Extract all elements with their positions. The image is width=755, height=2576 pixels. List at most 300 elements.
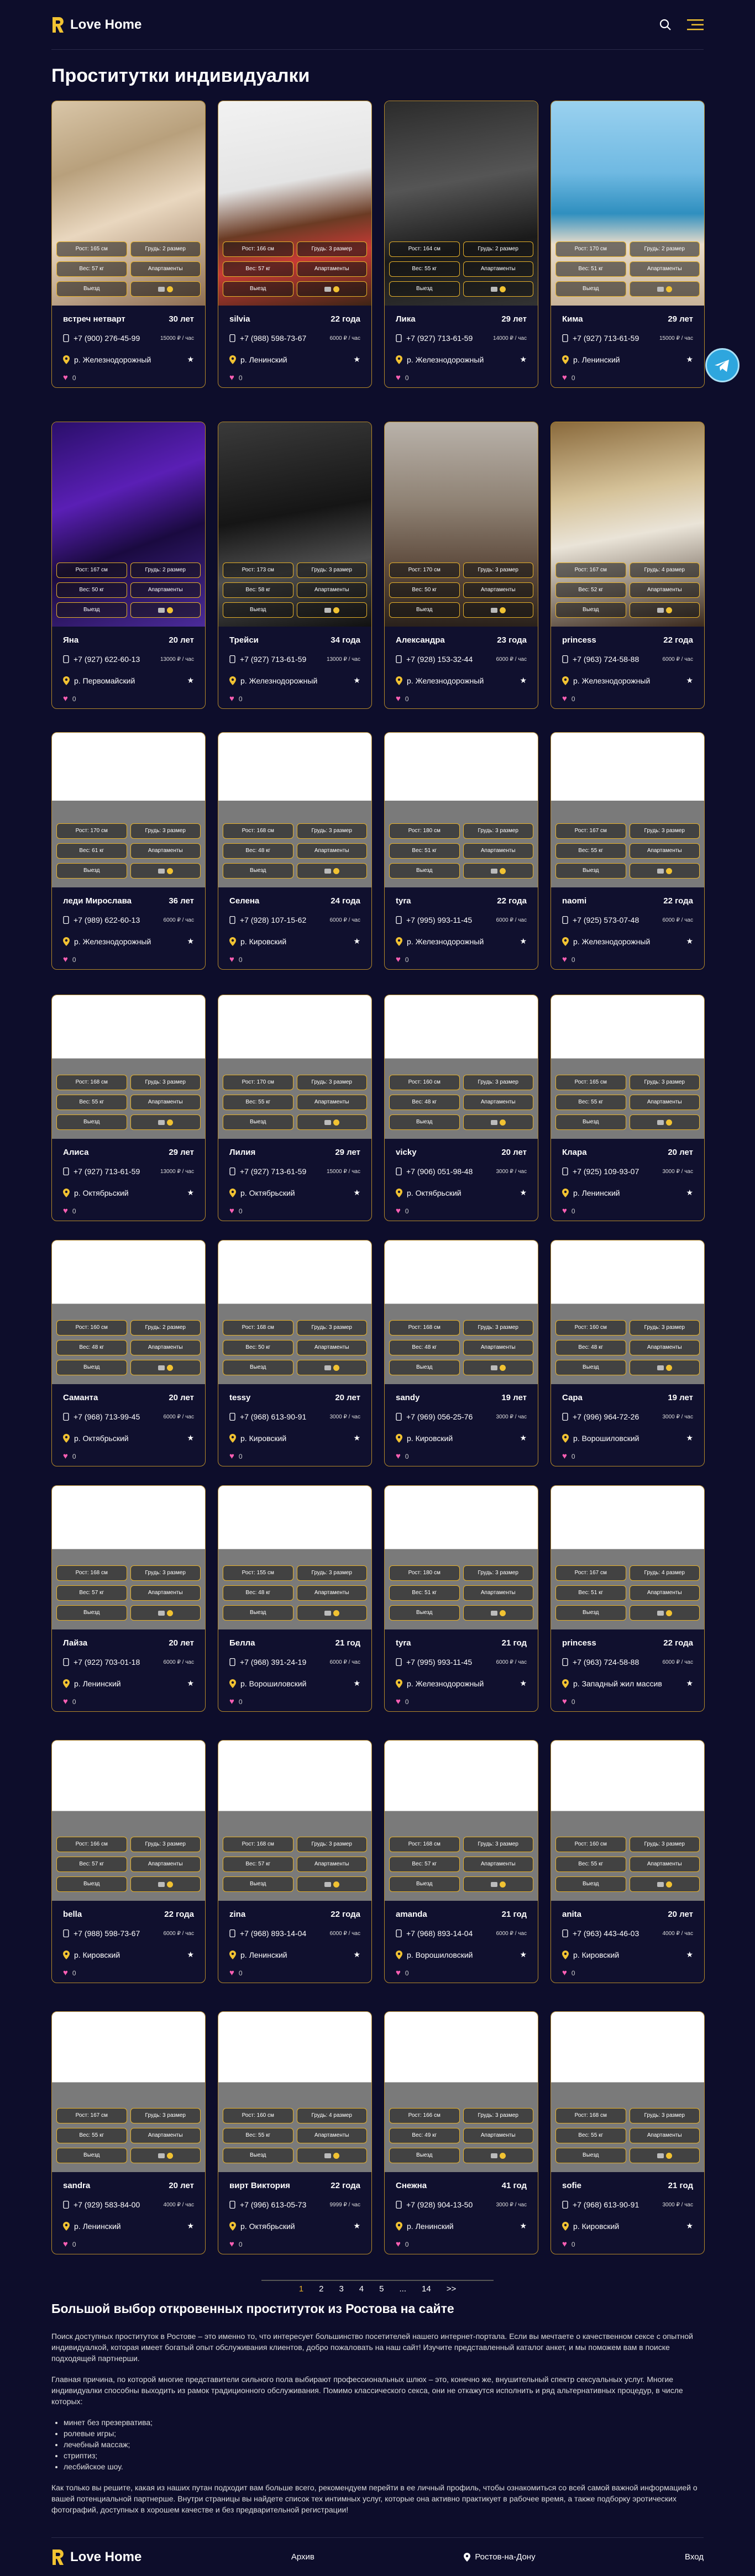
media-chip <box>130 2148 201 2163</box>
apartments-chip: Апартаменты <box>630 843 700 859</box>
profile-name[interactable]: zina <box>229 1910 246 1919</box>
profile-photo[interactable] <box>218 1486 371 1629</box>
heart-icon[interactable]: ♥ <box>562 1968 567 1978</box>
seo-paragraph: Как только вы решите, какая из наших путан подходит вам больше всего, рекомендуем перейти в ее личный профиль, чтобы ознакомиться со всей самой важной информацией о вашей потенциальной партнерше. Внутри страницы вы найдете список тех интимных услуг, которые она активно практикует в рабочее время, а также подборку эротических фотографий, доступных в хорошем качестве и без предварительной регистрации! <box>51 2483 698 2514</box>
profile-photo[interactable] <box>218 995 371 1139</box>
profile-name[interactable]: Белла <box>229 1638 255 1648</box>
profile-photo[interactable] <box>551 995 704 1139</box>
profile-card[interactable] <box>550 101 705 388</box>
weight-chip: Вес: 51 кг <box>555 1585 626 1601</box>
heart-icon[interactable]: ♥ <box>396 1697 401 1706</box>
heart-icon[interactable]: ♥ <box>396 1206 401 1216</box>
heart-icon[interactable]: ♥ <box>229 1452 234 1461</box>
profile-name[interactable]: tyra <box>396 1638 411 1648</box>
heart-icon[interactable]: ♥ <box>562 2239 567 2249</box>
apartments-chip: Апартаменты <box>297 1585 368 1601</box>
profile-card[interactable] <box>218 1740 372 1983</box>
heart-icon[interactable]: ♥ <box>396 955 401 964</box>
profile-card[interactable] <box>550 995 705 1221</box>
height-chip: Рост: 173 см <box>223 562 293 578</box>
star-icon[interactable]: ★ <box>187 1188 194 1197</box>
profile-name[interactable]: naomi <box>562 896 587 906</box>
media-chip <box>630 1876 700 1892</box>
star-icon[interactable]: ★ <box>353 676 360 685</box>
heart-icon[interactable]: ♥ <box>562 1452 567 1461</box>
star-icon[interactable]: ★ <box>686 355 693 364</box>
profile-card[interactable] <box>51 2011 206 2254</box>
profile-photo[interactable] <box>52 733 205 887</box>
heart-icon[interactable]: ♥ <box>562 694 567 703</box>
profile-age: 22 года <box>331 1910 360 1919</box>
profile-name[interactable]: sandy <box>396 1393 420 1402</box>
profile-phone[interactable]: +7 (963) 443-46-03 <box>573 1929 639 1938</box>
profile-name[interactable]: sofie <box>562 2181 582 2190</box>
bust-chip: Грудь: 3 размер <box>630 1320 700 1336</box>
profile-price: 13000 ₽ / час <box>160 656 194 663</box>
profile-photo[interactable] <box>385 1240 538 1384</box>
profile-name[interactable]: amanda <box>396 1910 427 1919</box>
profile-card[interactable] <box>218 422 372 709</box>
city-selector[interactable] <box>464 2552 535 2562</box>
heart-icon[interactable]: ♥ <box>63 2239 68 2249</box>
video-icon <box>491 608 497 613</box>
star-icon[interactable]: ★ <box>353 355 360 364</box>
verified-icon <box>333 1365 339 1371</box>
media-chip <box>463 1114 534 1130</box>
profile-name[interactable]: Снежна <box>396 2181 427 2190</box>
profile-photo[interactable] <box>218 1741 371 1901</box>
page-link[interactable]: >> <box>446 2284 457 2294</box>
profile-card[interactable] <box>384 1485 538 1712</box>
weight-chip: Вес: 50 кг <box>223 1340 293 1355</box>
profile-phone[interactable]: +7 (988) 598-73-67 <box>74 1929 140 1938</box>
profile-card[interactable] <box>51 995 206 1221</box>
profile-card[interactable] <box>384 2011 538 2254</box>
heart-icon[interactable]: ♥ <box>229 2239 234 2249</box>
verified-icon <box>500 2153 506 2159</box>
location-pin-icon <box>396 1434 402 1443</box>
profile-photo[interactable] <box>218 1240 371 1384</box>
logo-icon <box>51 16 65 34</box>
profile-name[interactable]: tyra <box>396 896 411 906</box>
star-icon[interactable]: ★ <box>520 676 527 685</box>
star-icon[interactable]: ★ <box>353 1188 360 1197</box>
media-chip <box>297 1114 368 1130</box>
location-pin-icon <box>396 1189 402 1197</box>
star-icon[interactable]: ★ <box>686 1188 693 1197</box>
profile-phone[interactable]: +7 (927) 713-61-59 <box>74 1167 140 1176</box>
profile-card[interactable] <box>550 1240 705 1466</box>
page-link[interactable]: 2 <box>319 2284 324 2294</box>
weight-chip: Вес: 52 кг <box>555 582 626 598</box>
profile-price: 3000 ₽ / час <box>662 1413 693 1420</box>
profile-photo[interactable] <box>385 995 538 1139</box>
video-icon <box>324 2153 331 2158</box>
weight-chip: Вес: 48 кг <box>56 1340 127 1355</box>
video-icon <box>657 1365 664 1370</box>
heart-icon[interactable]: ♥ <box>229 373 234 382</box>
outcall-chip: Выезд <box>223 1114 293 1130</box>
profile-name[interactable]: anita <box>562 1910 582 1919</box>
star-icon[interactable]: ★ <box>187 676 194 685</box>
profile-phone[interactable]: +7 (927) 713-61-59 <box>240 1167 307 1176</box>
height-chip: Рост: 166 см <box>56 1837 127 1852</box>
heart-icon[interactable]: ♥ <box>229 1968 234 1978</box>
profile-age: 20 лет <box>169 1638 194 1648</box>
outcall-chip: Выезд <box>389 281 460 297</box>
profile-photo[interactable] <box>385 733 538 887</box>
profile-phone[interactable]: +7 (989) 622-60-13 <box>74 916 140 924</box>
star-icon[interactable]: ★ <box>187 355 194 364</box>
likes-count: 0 <box>238 1697 243 1706</box>
star-icon[interactable]: ★ <box>520 1950 527 1959</box>
profile-photo[interactable] <box>218 422 371 627</box>
profile-phone[interactable]: +7 (906) 051-98-48 <box>406 1167 473 1176</box>
profile-phone[interactable]: +7 (900) 276-45-99 <box>74 334 140 343</box>
outcall-chip: Выезд <box>223 863 293 879</box>
profile-photo[interactable] <box>551 422 704 627</box>
profile-district: р. Ленинский <box>240 355 287 364</box>
profile-name[interactable]: Лика <box>396 314 416 324</box>
star-icon[interactable]: ★ <box>353 1433 360 1442</box>
page-link[interactable]: ... <box>399 2284 406 2294</box>
heart-icon[interactable]: ♥ <box>562 1206 567 1216</box>
page-link[interactable]: 1 <box>298 2284 304 2294</box>
profile-phone[interactable]: +7 (928) 107-15-62 <box>240 916 307 924</box>
profile-name[interactable]: Селена <box>229 896 260 906</box>
heart-icon[interactable]: ♥ <box>63 1697 68 1706</box>
profile-phone[interactable]: +7 (968) 613-90-91 <box>240 1412 307 1421</box>
star-icon[interactable]: ★ <box>686 937 693 945</box>
profile-name[interactable]: bella <box>63 1910 82 1919</box>
weight-chip: Вес: 55 кг <box>555 843 626 859</box>
profile-photo[interactable] <box>551 1486 704 1629</box>
profile-phone[interactable]: +7 (925) 109-93-07 <box>573 1167 639 1176</box>
heart-icon[interactable]: ♥ <box>63 955 68 964</box>
video-icon <box>324 1365 331 1370</box>
video-icon <box>491 1120 497 1125</box>
search-icon[interactable] <box>659 19 672 31</box>
star-icon[interactable]: ★ <box>187 937 194 945</box>
bust-chip: Грудь: 3 размер <box>463 823 534 839</box>
archive-link[interactable]: Архив <box>291 2552 314 2562</box>
profile-name[interactable]: princess <box>562 1638 596 1648</box>
profile-card[interactable] <box>384 422 538 709</box>
star-icon[interactable]: ★ <box>353 1950 360 1959</box>
video-icon <box>158 2153 165 2158</box>
video-icon <box>324 287 331 292</box>
profile-card[interactable] <box>218 995 372 1221</box>
profile-card[interactable] <box>384 732 538 970</box>
profile-photo[interactable] <box>551 101 704 306</box>
star-icon[interactable]: ★ <box>187 1950 194 1959</box>
profile-photo[interactable] <box>52 101 205 306</box>
heart-icon[interactable]: ♥ <box>63 1206 68 1216</box>
profile-price: 3000 ₽ / час <box>496 2201 527 2208</box>
heart-icon[interactable]: ♥ <box>396 373 401 382</box>
profile-card[interactable] <box>550 1740 705 1983</box>
login-link[interactable]: Вход <box>685 2552 704 2562</box>
profile-card[interactable] <box>218 101 372 388</box>
location-pin-icon <box>63 937 70 946</box>
apartments-chip: Апартаменты <box>297 2128 368 2143</box>
phone-icon <box>562 1413 568 1421</box>
profile-name[interactable]: леди Мирослава <box>63 896 132 906</box>
star-icon[interactable]: ★ <box>520 1433 527 1442</box>
profile-phone[interactable]: +7 (927) 713-61-59 <box>240 655 307 664</box>
apartments-chip: Апартаменты <box>130 1585 201 1601</box>
phone-icon <box>396 334 402 342</box>
star-icon[interactable]: ★ <box>187 2221 194 2230</box>
weight-chip: Вес: 50 кг <box>56 582 127 598</box>
profile-district: р. Железнодорожный <box>407 1679 484 1688</box>
profile-name[interactable]: встреч нетварт <box>63 314 125 324</box>
profile-card[interactable] <box>384 1740 538 1983</box>
profile-name[interactable]: Саманта <box>63 1393 98 1402</box>
heart-icon[interactable]: ♥ <box>229 1206 234 1216</box>
profile-photo[interactable] <box>385 1741 538 1901</box>
profile-photo[interactable] <box>218 101 371 306</box>
weight-chip: Вес: 50 кг <box>389 582 460 598</box>
apartments-chip: Апартаменты <box>463 1857 534 1872</box>
heart-icon[interactable]: ♥ <box>562 955 567 964</box>
profile-phone[interactable]: +7 (922) 703-01-18 <box>74 1658 140 1666</box>
profile-district: р. Октябрьский <box>74 1433 129 1443</box>
likes-count: 0 <box>405 1969 409 1977</box>
star-icon[interactable]: ★ <box>353 2221 360 2230</box>
profile-price: 3000 ₽ / час <box>496 1168 527 1175</box>
profile-card[interactable] <box>218 1485 372 1712</box>
profile-card[interactable] <box>51 1485 206 1712</box>
profile-district: р. Западный жил массив <box>573 1679 662 1688</box>
profile-price: 3000 ₽ / час <box>329 1413 360 1420</box>
profile-card[interactable] <box>51 422 206 709</box>
star-icon[interactable]: ★ <box>520 937 527 945</box>
heart-icon[interactable]: ♥ <box>63 1968 68 1978</box>
profile-price: 3000 ₽ / час <box>496 1413 527 1420</box>
profile-card[interactable] <box>550 422 705 709</box>
heart-icon[interactable]: ♥ <box>63 694 68 703</box>
profile-phone[interactable]: +7 (968) 713-99-45 <box>74 1412 140 1421</box>
profile-district: р. Кировский <box>573 2221 620 2231</box>
media-chip <box>630 2148 700 2163</box>
location-pin-icon <box>63 2222 70 2231</box>
heart-icon[interactable]: ♥ <box>396 2239 401 2249</box>
profile-photo[interactable] <box>551 733 704 887</box>
profile-name[interactable]: вирт Виктория <box>229 2181 290 2190</box>
profile-name[interactable]: Алиса <box>63 1148 89 1157</box>
star-icon[interactable]: ★ <box>520 2221 527 2230</box>
location-pin-icon <box>562 937 569 946</box>
verified-icon <box>167 286 173 292</box>
footer-logo[interactable] <box>51 2548 141 2566</box>
profile-photo[interactable] <box>218 733 371 887</box>
profile-name[interactable]: silvia <box>229 314 250 324</box>
video-icon <box>657 287 664 292</box>
profile-district: р. Кировский <box>240 937 287 946</box>
list-item: • ролевые игры; <box>64 2428 704 2439</box>
profile-photo[interactable] <box>218 2012 371 2172</box>
verified-icon <box>500 607 506 613</box>
video-icon <box>491 1882 497 1887</box>
page-link[interactable]: 3 <box>339 2284 344 2294</box>
profile-age: 22 года <box>663 1638 693 1648</box>
heart-icon[interactable]: ♥ <box>229 694 234 703</box>
profile-name[interactable]: vicky <box>396 1148 417 1157</box>
profile-photo[interactable] <box>385 101 538 306</box>
location-pin-icon <box>63 1951 70 1959</box>
profile-phone[interactable]: +7 (995) 993-11-45 <box>406 1658 473 1666</box>
profile-card[interactable] <box>218 2011 372 2254</box>
profile-phone[interactable]: +7 (928) 904-13-50 <box>406 2200 473 2209</box>
outcall-chip: Выезд <box>223 1360 293 1375</box>
telegram-icon[interactable] <box>705 348 740 382</box>
profile-photo[interactable] <box>52 422 205 627</box>
media-chip <box>630 1605 700 1621</box>
profile-photo[interactable] <box>385 422 538 627</box>
profile-phone[interactable]: +7 (963) 724-58-88 <box>573 655 639 664</box>
profile-card[interactable] <box>550 732 705 970</box>
heart-icon[interactable]: ♥ <box>63 1452 68 1461</box>
profile-name[interactable]: Сара <box>562 1393 583 1402</box>
star-icon[interactable]: ★ <box>520 1679 527 1687</box>
star-icon[interactable]: ★ <box>520 355 527 364</box>
apartments-chip: Апартаменты <box>297 582 368 598</box>
height-chip: Рост: 168 см <box>389 1837 460 1852</box>
heart-icon[interactable]: ♥ <box>396 1968 401 1978</box>
likes-count: 0 <box>571 955 575 964</box>
profile-district: р. Железнодорожный <box>573 937 651 946</box>
page-link[interactable]: 4 <box>359 2284 364 2294</box>
heart-icon[interactable]: ♥ <box>396 1452 401 1461</box>
profile-card[interactable] <box>51 1240 206 1466</box>
profile-name[interactable]: princess <box>562 635 596 645</box>
profile-name[interactable]: tessy <box>229 1393 251 1402</box>
menu-icon[interactable] <box>687 19 704 31</box>
video-icon <box>657 1882 664 1887</box>
profile-phone[interactable]: +7 (968) 613-90-91 <box>573 2200 639 2209</box>
profile-phone[interactable]: +7 (968) 893-14-04 <box>406 1929 473 1938</box>
phone-icon <box>562 1930 568 1937</box>
phone-icon <box>229 2201 235 2209</box>
profile-phone[interactable]: +7 (927) 713-61-59 <box>573 334 639 343</box>
profile-phone[interactable]: +7 (988) 598-73-67 <box>240 334 307 343</box>
phone-icon <box>229 334 235 342</box>
media-chip <box>297 1876 368 1892</box>
height-chip: Рост: 168 см <box>56 1075 127 1090</box>
heart-icon[interactable]: ♥ <box>63 373 68 382</box>
profile-card[interactable] <box>51 101 206 388</box>
heart-icon[interactable]: ♥ <box>396 694 401 703</box>
heart-icon[interactable]: ♥ <box>562 1697 567 1706</box>
profile-name[interactable]: Лилия <box>229 1148 256 1157</box>
profile-phone[interactable]: +7 (968) 391-24-19 <box>240 1658 307 1666</box>
apartments-chip: Апартаменты <box>463 1585 534 1601</box>
profile-phone[interactable]: +7 (963) 724-58-88 <box>573 1658 639 1666</box>
profile-phone[interactable]: +7 (996) 613-05-73 <box>240 2200 307 2209</box>
profile-phone[interactable]: +7 (928) 153-32-44 <box>406 655 473 664</box>
page-link[interactable]: 14 <box>422 2284 431 2294</box>
profile-photo[interactable] <box>551 1240 704 1384</box>
profile-name[interactable]: Кима <box>562 314 583 324</box>
profile-phone[interactable]: +7 (996) 964-72-26 <box>573 1412 639 1421</box>
profile-photo[interactable] <box>52 1486 205 1629</box>
profile-card[interactable] <box>384 1240 538 1466</box>
profile-phone[interactable]: +7 (995) 993-11-45 <box>406 916 473 924</box>
profile-phone[interactable]: +7 (927) 622-60-13 <box>74 655 140 664</box>
profile-name[interactable]: Лайза <box>63 1638 88 1648</box>
logo[interactable] <box>51 16 141 34</box>
profile-photo[interactable] <box>52 1741 205 1901</box>
profile-card[interactable] <box>218 1240 372 1466</box>
profile-phone[interactable]: +7 (925) 573-07-48 <box>573 916 639 924</box>
profile-card[interactable] <box>51 732 206 970</box>
profile-phone[interactable]: +7 (969) 056-25-76 <box>406 1412 473 1421</box>
profile-phone[interactable]: +7 (968) 893-14-04 <box>240 1929 307 1938</box>
profile-price: 6000 ₽ / час <box>163 917 194 923</box>
location-pin-icon <box>396 937 402 946</box>
star-icon[interactable]: ★ <box>187 1433 194 1442</box>
outcall-chip: Выезд <box>389 2148 460 2163</box>
profile-name[interactable]: Клара <box>562 1148 587 1157</box>
verified-icon <box>500 1365 506 1371</box>
profile-photo[interactable] <box>385 1486 538 1629</box>
page-link[interactable]: 5 <box>379 2284 384 2294</box>
star-icon[interactable]: ★ <box>686 1950 693 1959</box>
star-icon[interactable]: ★ <box>187 1679 194 1687</box>
heart-icon[interactable]: ♥ <box>562 373 567 382</box>
profile-price: 15000 ₽ / час <box>659 335 693 341</box>
phone-icon <box>562 334 568 342</box>
profile-name[interactable]: Трейси <box>229 635 259 645</box>
profile-photo[interactable] <box>52 2012 205 2172</box>
profile-age: 29 лет <box>501 314 527 324</box>
profile-phone[interactable]: +7 (929) 583-84-00 <box>74 2200 140 2209</box>
profile-card[interactable] <box>550 1485 705 1712</box>
heart-icon[interactable]: ♥ <box>229 955 234 964</box>
star-icon[interactable]: ★ <box>353 937 360 945</box>
profile-district: р. Ленинский <box>573 1188 620 1197</box>
profile-name[interactable]: sandra <box>63 2181 91 2190</box>
star-icon[interactable]: ★ <box>686 1433 693 1442</box>
profile-photo[interactable] <box>551 1741 704 1901</box>
apartments-chip: Апартаменты <box>630 1857 700 1872</box>
outcall-chip: Выезд <box>56 1876 127 1892</box>
video-icon <box>158 1882 165 1887</box>
video-icon <box>324 1611 331 1616</box>
profile-card[interactable] <box>51 1740 206 1983</box>
star-icon[interactable]: ★ <box>686 2221 693 2230</box>
profile-name[interactable]: Александра <box>396 635 445 645</box>
profile-name[interactable]: Яна <box>63 635 79 645</box>
profile-card[interactable] <box>384 101 538 388</box>
heart-icon[interactable]: ♥ <box>229 1697 234 1706</box>
profile-card[interactable] <box>384 995 538 1221</box>
profile-phone[interactable]: +7 (927) 713-61-59 <box>406 334 473 343</box>
star-icon[interactable]: ★ <box>686 676 693 685</box>
star-icon[interactable]: ★ <box>686 1679 693 1687</box>
profile-photo[interactable] <box>52 995 205 1139</box>
profile-photo[interactable] <box>551 2012 704 2172</box>
video-icon <box>158 1120 165 1125</box>
profile-card[interactable] <box>218 732 372 970</box>
profile-photo[interactable] <box>385 2012 538 2172</box>
profile-card[interactable] <box>550 2011 705 2254</box>
star-icon[interactable]: ★ <box>520 1188 527 1197</box>
star-icon[interactable]: ★ <box>353 1679 360 1687</box>
profile-photo[interactable] <box>52 1240 205 1384</box>
video-icon <box>491 869 497 874</box>
